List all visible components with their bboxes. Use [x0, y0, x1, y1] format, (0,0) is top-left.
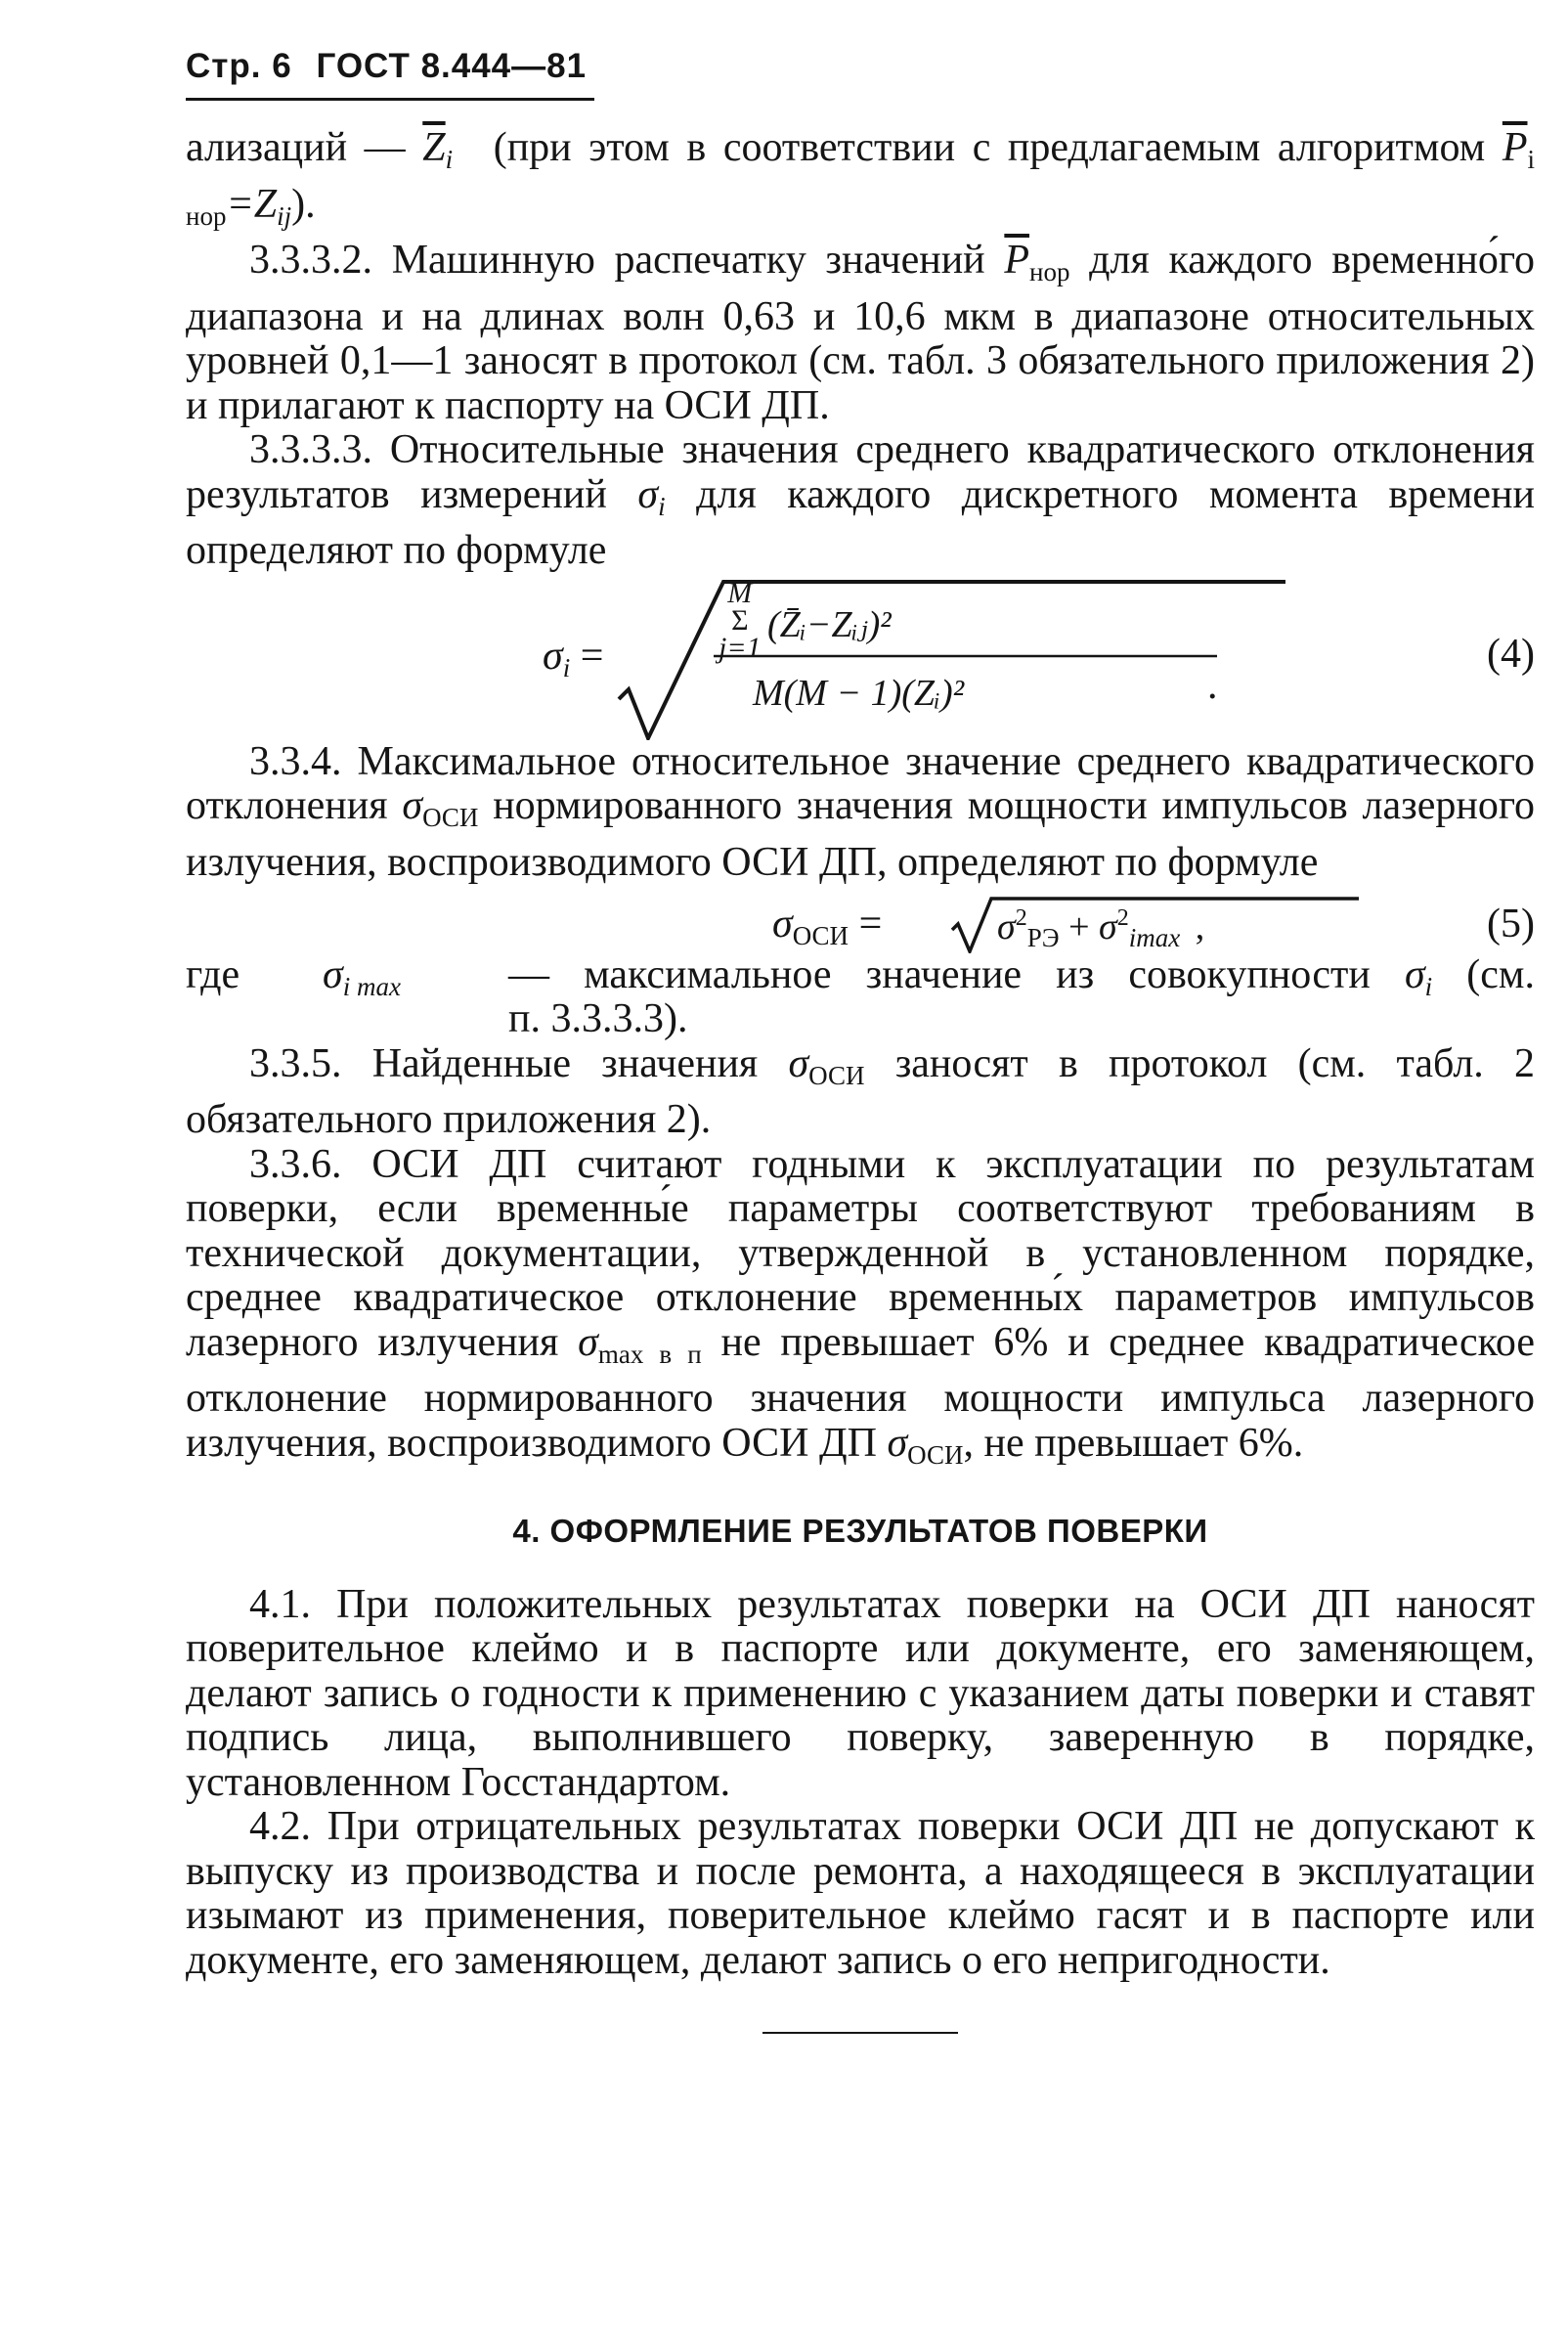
paragraph-3-3-4: 3.3.4. Максимальное относительное значение среднего квадратического отклонения $\sigma_{ОСИ}$ нормированного значения мощности импульсов лазерного излучения, воспроизводимого ОСИ ДП, определяют по формуле	[186, 738, 1535, 885]
equation-number-5: (5)	[1487, 902, 1535, 946]
formula-4-lhs: $\sigma_i$ =	[543, 633, 604, 682]
paragraph-3-3-3-2: 3.3.3.2. Машинную распечатку значений $\overline{P}_{нор}$ для каждого временно́го диапазона и на длинах волн 0,63 и 10,6 мкм в диапазоне относительных уровней 0,1—1 заносят в протокол (см. табл. 3 обязательного приложения 2) и прилагают к паспорту на ОСИ ДП.	[186, 238, 1536, 428]
formula-4-denominator: M(M − 1)(Zᵢ)²	[753, 672, 965, 714]
paragraph-3-3-5: 3.3.5. Найденные значения $\sigma_{ОСИ}$ заносят в протокол (см. табл. 2 обязательного приложения 2).	[186, 1040, 1535, 1142]
header-rule	[186, 98, 594, 101]
where-clause-continuation: п. 3.3.3.3).	[508, 996, 688, 1041]
section-heading-4: 4. ОФОРМЛЕНИЕ РЕЗУЛЬТАТОВ ПОВЕРКИ	[512, 1513, 1208, 1549]
document-code: ГОСТ 8.444—81	[316, 47, 588, 85]
where-clause: где $\sigma_{i max}$ — максимальное значение из совокупности $\sigma_i$ (см.	[186, 952, 1535, 1001]
paragraph-4-2: 4.2. При отрицательных результатах поверки ОСИ ДП не допускают к выпуску из производства и после ремонта, а находящееся в эксплуатации изымают из применения, поверительное клеймо гасят и в паспорте или документе, его заменяющем, делают запись о его непригодности.	[186, 1804, 1535, 1983]
paragraph-3-3-3-3: 3.3.3.3. Относительные значения среднего квадратического отклонения результатов измерений $\sigma_i$ для каждого дискретного момента времени определяют по формуле	[186, 427, 1535, 573]
page-header	[186, 39, 1535, 86]
formula-5-lhs: $\sigma_{ОСИ}$ =	[772, 902, 883, 950]
formula-4: $\sigma_i$ = M Σ j=1 (Z̄ᵢ−Zᵢⱼ)² M(M − 1)(Zᵢ)² . (4)	[186, 574, 1535, 740]
formula-5	[186, 895, 1535, 953]
formula-5-radicand: $\sigma^2_{РЭ} + \sigma^2_{imax}$ ,	[997, 905, 1205, 952]
formula-4-numerator: (Z̄ᵢ−Zᵢⱼ)²	[767, 603, 892, 645]
equation-number-4: (4)	[1487, 631, 1535, 677]
paragraph-4-1: 4.1. При положительных результатах поверки на ОСИ ДП наносят поверительное клеймо и в паспорте или документе, его заменяющем, делают запись о годности к применению с указанием даты поверки и ставят подпись лица, выполнившего поверку, заверенную в порядке, установленном Госстандартом.	[186, 1581, 1535, 1805]
paragraph-intro: ализаций — $\overline{Z}_i$ (при этом в соответствии с предлагаемым алгоритмом $\overline{P}_{i нор}=Z_{ij}$).	[186, 125, 1536, 231]
page-number: Стр. 6	[186, 47, 292, 85]
body-text	[186, 126, 1535, 1983]
footer-rule	[762, 2032, 958, 2034]
document-page	[186, 39, 1535, 2034]
paragraph-3-3-6: 3.3.6. ОСИ ДП считают годными к эксплуатации по результатам поверки, если временны́е параметры соответствуют требованиям в технической документации, утвержденной в установленном порядке, среднее квадратическое отклонение временны́х параметров импульсов лазерного излучения $\sigma_{max в п}$ не превышает 6% и среднее квадратическое отклонение нормированного значения мощности импульса лазерного излучения, воспроизводимого ОСИ ДП $\sigma_{ОСИ}$, не превышает 6%.	[186, 1141, 1536, 1470]
summation: M Σ j=1	[719, 576, 762, 664]
